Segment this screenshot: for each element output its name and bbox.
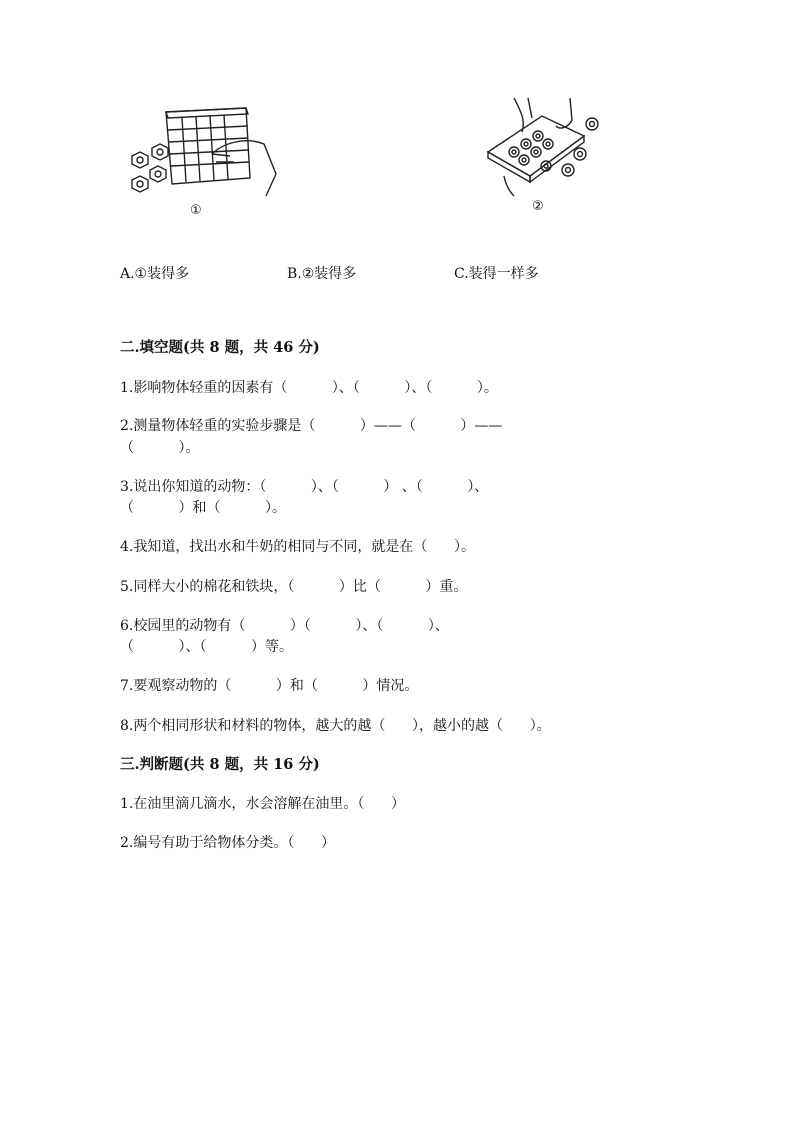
- question-2-2-line2: （ ）。: [120, 440, 200, 456]
- figure-2-label: ②: [532, 199, 544, 214]
- figure-1-label: ①: [190, 203, 202, 218]
- figure-tray-nuts: [484, 96, 608, 198]
- option-b: B.②装得多: [287, 266, 357, 282]
- question-3-2: 2.编号有助于给物体分类。（ ）: [120, 835, 336, 851]
- question-2-5: 5.同样大小的棉花和铁块，（ ）比（ ）重。: [120, 579, 468, 595]
- question-2-4: 4.我知道，找出水和牛奶的相同与不同，就是在（ ）。: [120, 539, 476, 555]
- question-2-3-line2: （ ）和（ ）。: [120, 500, 287, 516]
- question-2-6-line2: （ ）、（ ）等。: [120, 639, 294, 655]
- question-2-6-line1: 6.校园里的动物有（ ）（ ）、（ ）、: [120, 618, 449, 634]
- figure-box-grid: [126, 104, 286, 204]
- section-3-title: 三.判断题(共 8 题，共 16 分): [120, 756, 320, 773]
- option-a: A.①装得多: [120, 266, 190, 282]
- question-3-1: 1.在油里滴几滴水，水会溶解在油里。（ ）: [120, 796, 406, 812]
- question-2-7: 7.要观察动物的（ ）和（ ）情况。: [120, 678, 419, 694]
- section-2-title: 二.填空题(共 8 题，共 46 分): [120, 339, 320, 356]
- question-2-3-line1: 3.说出你知道的动物：（ ）、（ ） 、（ ）、: [120, 479, 489, 495]
- option-c: C.装得一样多: [454, 266, 539, 282]
- question-2-2-line1: 2.测量物体轻重的实验步骤是（ ）——（ ）——: [120, 418, 503, 434]
- question-2-1: 1.影响物体轻重的因素有（ ）、（ ）、（ ）。: [120, 380, 498, 396]
- question-2-8: 8.两个相同形状和材料的物体，越大的越（ ），越小的越（ ）。: [120, 718, 551, 734]
